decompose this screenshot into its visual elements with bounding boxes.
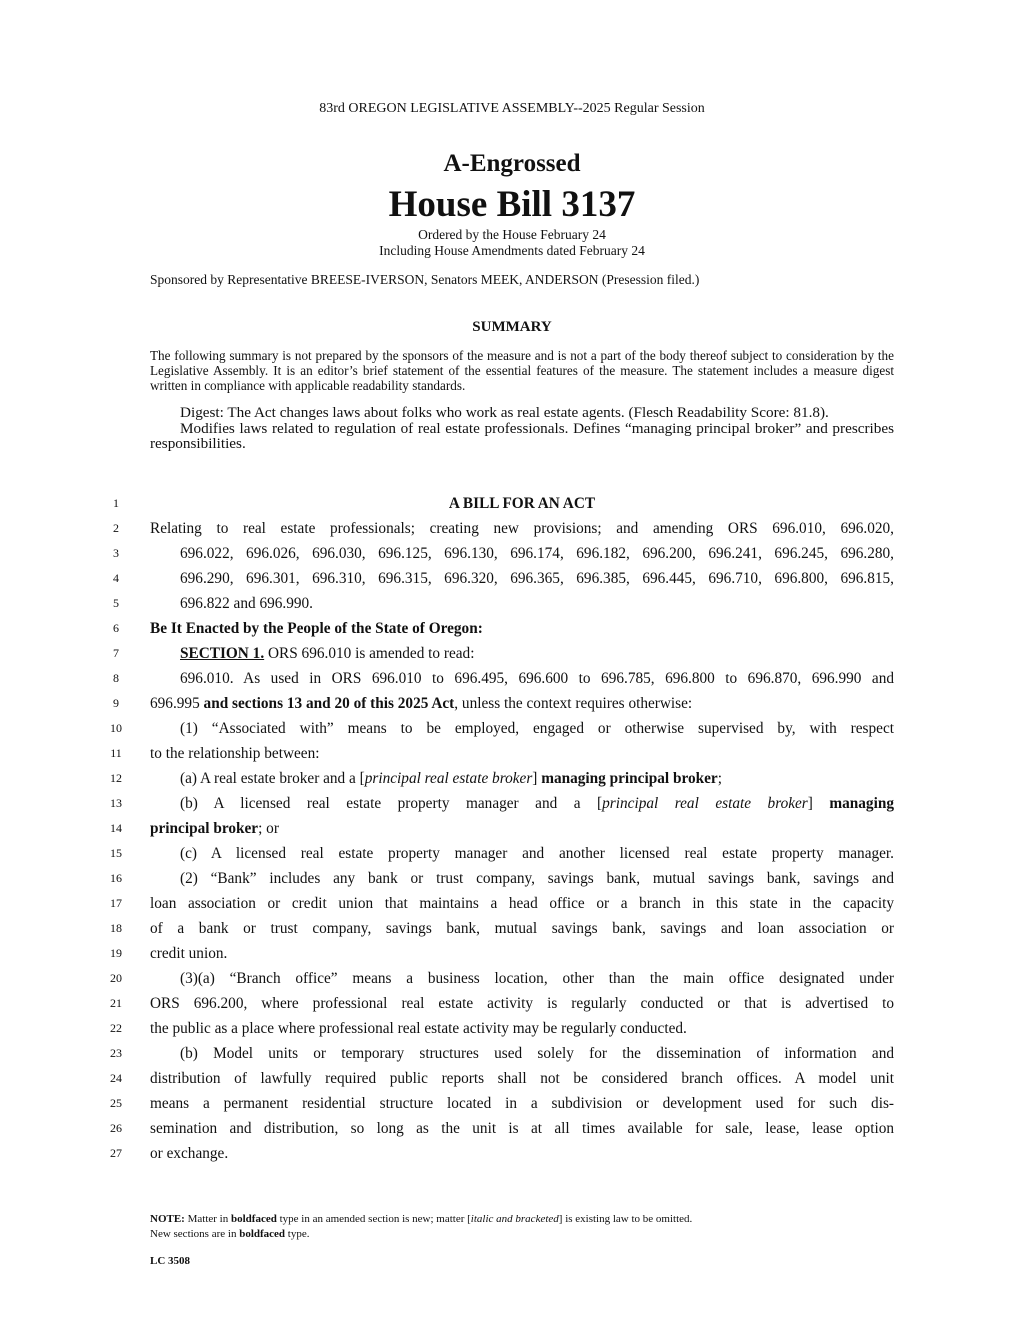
ordered-line: Ordered by the House February 24 [418, 227, 606, 242]
sponsor-line: Sponsored by Representative BREESE-IVERSON, Senators MEEK, ANDERSON (Presession filed.) [150, 272, 700, 287]
body-line-14: principal broker; or [150, 820, 279, 837]
line-number: 26 [110, 1121, 122, 1135]
body-line-17: loan association or credit union that maintains a head office or a branch in this state in the capacity [150, 895, 894, 912]
body-line-5: 696.822 and 696.990. [180, 595, 313, 612]
body-line-16: (2) “Bank” includes any bank or trust company, savings bank, mutual savings bank, savings and [180, 870, 894, 887]
lc-number: LC 3508 [150, 1255, 191, 1267]
body-line-4: 696.290, 696.301, 696.310, 696.315, 696.320, 696.365, 696.385, 696.445, 696.710, 696.800, 696.815, [180, 570, 894, 587]
bill-for-an-act: A BILL FOR AN ACT [448, 495, 596, 512]
line-number: 24 [110, 1071, 122, 1085]
line-number: 3 [113, 546, 119, 560]
body-line-2: Relating to real estate professionals; creating new provisions; and amending ORS 696.010, 696.020, [150, 520, 894, 537]
body-line-19: credit union. [150, 945, 228, 962]
line-number: 15 [110, 846, 122, 860]
body-line-8: 696.010. As used in ORS 696.010 to 696.495, 696.600 to 696.785, 696.800 to 696.870, 696.990 and [180, 670, 894, 687]
body-line-22: the public as a place where professional real estate activity may be regularly conducted. [150, 1020, 687, 1037]
line-number: 27 [110, 1146, 122, 1160]
line-number: 19 [110, 946, 122, 960]
modifies-text: Modifies laws related to regulation of real estate professionals. Defines “managing principal broker” and prescribes responsibilities. [150, 419, 894, 452]
line-number: 14 [110, 821, 122, 835]
body-line-13: (b) A licensed real estate property manager and a [principal real estate broker] managing [180, 795, 894, 812]
line-number: 23 [110, 1046, 122, 1060]
line-number: 21 [110, 996, 122, 1010]
body-line-26: semination and distribution, so long as the unit is at all times available for sale, lease, lease option [150, 1120, 894, 1137]
body-line-20: (3)(a) “Branch office” means a business location, other than the main office designated under [180, 970, 894, 987]
line-number: 22 [110, 1021, 122, 1035]
line-number: 2 [113, 521, 119, 535]
body-line-11: to the relationship between: [150, 745, 320, 762]
summary-heading: SUMMARY [472, 319, 552, 335]
section-1-label: SECTION 1. [180, 645, 265, 662]
footer-note [150, 1212, 894, 1242]
body-line-10: (1) “Associated with” means to be employed, engaged or otherwise supervised by, with respect [180, 720, 894, 737]
engrossed-label: A-Engrossed [443, 150, 581, 177]
line-number: 13 [110, 796, 122, 810]
line-number: 9 [113, 696, 119, 710]
line-number: 25 [110, 1096, 122, 1110]
note-line-2: New sections are in boldfaced type. [150, 1228, 310, 1240]
line-number: 16 [110, 871, 122, 885]
digest-block [150, 405, 894, 452]
body-line-23: (b) Model units or temporary structures used solely for the dissemination of information and [180, 1045, 894, 1062]
body-line-25: means a permanent residential structure located in a subdivision or development used for such dis- [150, 1095, 894, 1112]
line-number: 4 [113, 571, 119, 585]
body-line-27: or exchange. [150, 1145, 229, 1162]
session-header: 83rd OREGON LEGISLATIVE ASSEMBLY--2025 Regular Session [319, 101, 705, 116]
body-line-12: (a) A real estate broker and a [principal real estate broker] managing principal broker; [180, 770, 722, 787]
line-number: 11 [110, 746, 122, 760]
line-number: 20 [110, 971, 122, 985]
body-line-24: distribution of lawfully required public reports shall not be considered branch offices. A model unit [150, 1070, 894, 1087]
note-line-1: NOTE: Matter in boldfaced type in an amended section is new; matter [italic and bracketed] is existing law to be omitted. [150, 1213, 693, 1225]
body-line-21: ORS 696.200, where professional real estate activity is regularly conducted or that is advertised to [150, 995, 894, 1012]
amendments-line: Including House Amendments dated February 24 [379, 243, 645, 258]
digest-text: Digest: The Act changes laws about folks who work as real estate agents. (Flesch Readability Score: 81.8). [180, 404, 829, 421]
line-number: 7 [113, 646, 119, 660]
section-1-line: SECTION 1. ORS 696.010 is amended to read: [180, 645, 475, 662]
line-number: 1 [113, 496, 119, 510]
body-line-9: 696.995 and sections 13 and 20 of this 2025 Act, unless the context requires otherwise: [150, 695, 693, 712]
enacting-clause: Be It Enacted by the People of the State of Oregon: [150, 620, 483, 637]
body-line-15: (c) A licensed real estate property manager and another licensed real estate property manager. [180, 845, 894, 862]
line-number: 5 [113, 596, 119, 610]
line-number: 12 [110, 771, 122, 785]
body-line-18: of a bank or trust company, savings bank, mutual savings bank, savings and loan association or [150, 920, 894, 937]
line-number: 10 [110, 721, 122, 735]
line-number: 17 [110, 896, 122, 910]
summary-paragraph: The following summary is not prepared by the sponsors of the measure and is not a part of the body thereof subject to consideration by the Legislative Assembly. It is an editor’s brief statement of the essential features of the measure. The statement includes a measure digest written in compliance with applicable readability standards. [150, 348, 894, 393]
bill-title: House Bill 3137 [388, 184, 636, 225]
line-number: 6 [113, 621, 119, 635]
line-number: 18 [110, 921, 122, 935]
ordered-info [0, 227, 1024, 259]
line-number: 8 [113, 671, 119, 685]
body-line-3: 696.022, 696.026, 696.030, 696.125, 696.130, 696.174, 696.182, 696.200, 696.241, 696.245, 696.280, [180, 545, 894, 562]
